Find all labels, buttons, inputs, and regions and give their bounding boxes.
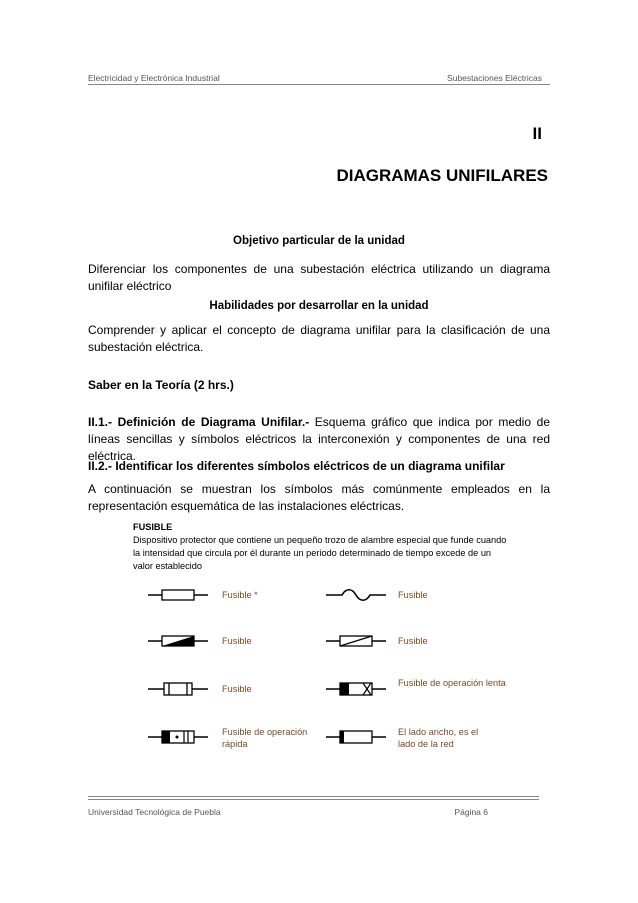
fusible-description: Dispositivo protector que contiene un pequeño trozo de alambre especial que funde cuando la intensidad que circula por él durante un periodo determinado de tiempo excede de un valor establecido <box>133 535 507 571</box>
symbol-label-r4: El lado ancho, es el lado de la red <box>398 727 479 749</box>
symbol-label-l1: Fusible * <box>222 590 258 600</box>
section2-text: A continuación se muestran los símbolos más comúnmente empleados en la representación esquemática de las instalaciones eléctricas. <box>88 482 550 513</box>
chapter-number: II <box>532 124 542 143</box>
header-right: Subestaciones Eléctricas <box>447 73 542 83</box>
fusible-title: FUSIBLE <box>133 522 173 532</box>
fusible-definition <box>133 521 513 573</box>
fuse-wide-side-icon <box>326 728 386 746</box>
header-left: Electricidad y Electrónica Industrial <box>88 73 220 83</box>
objective-heading: Objetivo particular de la unidad <box>233 235 405 247</box>
skills-heading: Habilidades por desarrollar en la unidad <box>209 300 429 312</box>
header-divider <box>88 84 550 85</box>
fuse-slow-operation-icon <box>326 680 386 698</box>
section1-title: II.1.- Definición de Diagrama Unifilar.- <box>88 415 310 429</box>
symbol-label-r3: Fusible de operación lenta <box>398 678 506 688</box>
symbol-label-l3: Fusible <box>222 684 252 694</box>
fuse-wave-icon <box>326 586 386 604</box>
fuse-fast-operation-icon <box>148 728 208 746</box>
section2-title: II.2.- Identificar los diferentes símbolos eléctricos de un diagrama unifilar <box>88 459 505 473</box>
fuse-filled-triangle-icon <box>148 632 208 650</box>
fuse-diagonal-icon <box>326 632 386 650</box>
symbol-label-l2: Fusible <box>222 636 252 646</box>
objective-text: Diferenciar los componentes de una subestación eléctrica utilizando un diagrama unifilar eléctrico <box>88 262 550 293</box>
theory-heading: Saber en la Teoría (2 hrs.) <box>88 378 234 392</box>
footer-left: Universidad Tecnológica de Puebla <box>88 807 221 817</box>
symbol-label-l4: Fusible de operación rápida <box>222 727 308 749</box>
chapter-title: DIAGRAMAS UNIFILARES <box>336 166 548 185</box>
symbol-label-r2: Fusible <box>398 636 428 646</box>
symbol-label-r1: Fusible <box>398 590 428 600</box>
footer-divider-secondary <box>88 799 539 800</box>
page-number: Página 6 <box>454 807 488 817</box>
section1-text: Esquema gráfico que indica por medio de líneas sencillas y símbolos eléctricos la interconexión y componentes de una red eléctrica. <box>88 415 550 463</box>
skills-text: Comprender y aplicar el concepto de diagrama unifilar para la clasificación de una subestación eléctrica. <box>88 323 550 354</box>
footer-divider <box>88 796 539 797</box>
fuse-end-bars-icon <box>148 680 208 698</box>
fuse-plain-rectangle-icon <box>148 586 208 604</box>
